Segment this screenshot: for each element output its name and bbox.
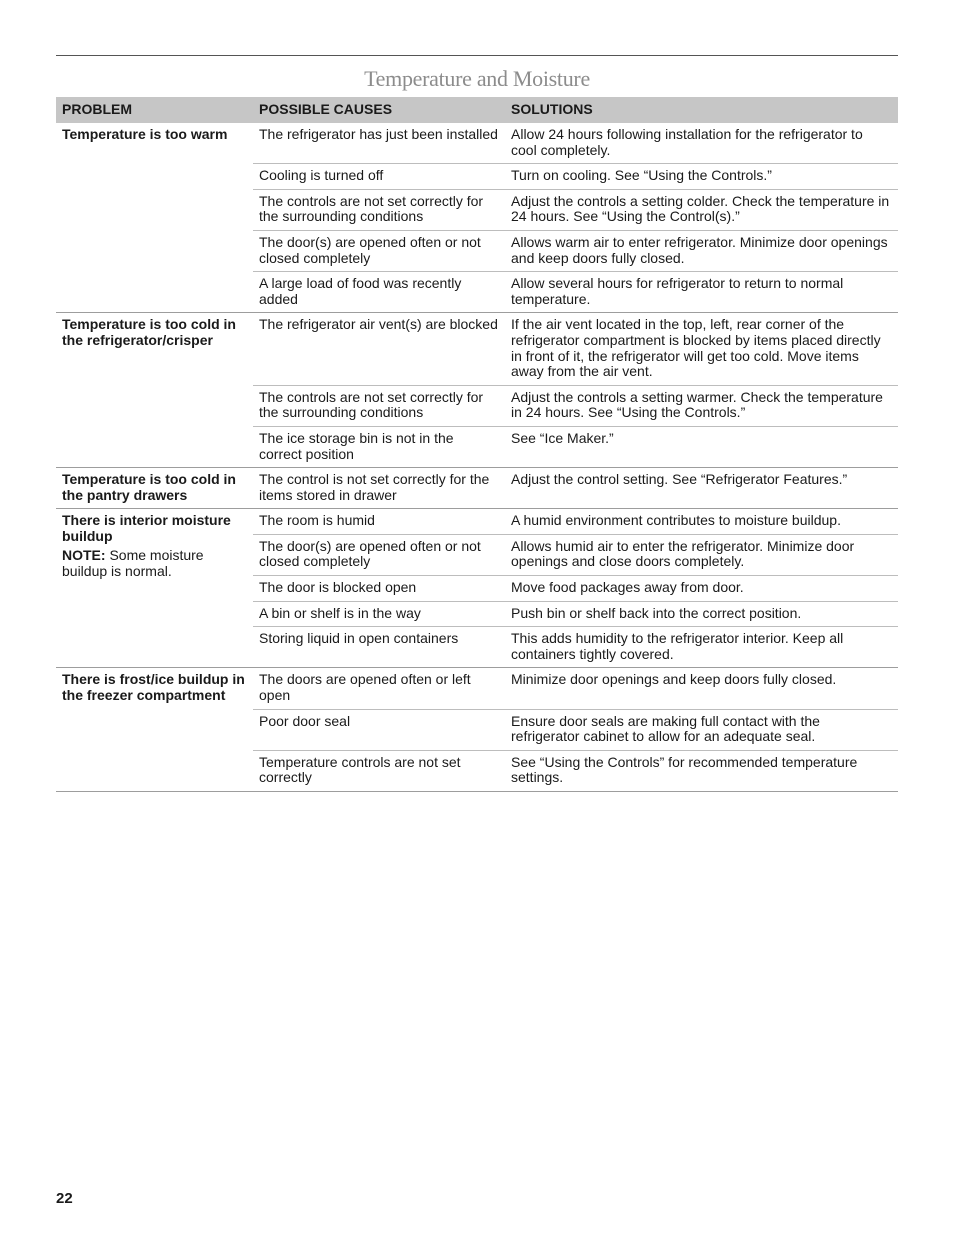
header-problem: PROBLEM xyxy=(56,97,253,123)
table-row xyxy=(56,509,898,535)
solution-cell: Ensure door seals are making full contact with the refrigerator cabinet to allow for an adequate seal. xyxy=(505,709,898,750)
header-solutions: SOLUTIONS xyxy=(505,97,898,123)
cause-cell: The door(s) are opened often or not closed completely xyxy=(253,230,505,271)
solution-cell: See “Using the Controls” for recommended temperature settings. xyxy=(505,750,898,791)
cause-cell: The ice storage bin is not in the correct position xyxy=(253,426,505,467)
note-text: Some moisture buildup is normal. xyxy=(62,547,204,580)
page-number: 22 xyxy=(56,1190,73,1207)
solution-cell: A humid environment contributes to moisture buildup. xyxy=(505,509,898,535)
solution-cell: Allow several hours for refrigerator to return to normal temperature. xyxy=(505,272,898,313)
cause-cell: The controls are not set correctly for the surrounding conditions xyxy=(253,189,505,230)
troubleshooting-table xyxy=(56,97,898,792)
cause-cell: The door(s) are opened often or not closed completely xyxy=(253,534,505,575)
section-title: Temperature and Moisture xyxy=(364,66,590,91)
note-label: NOTE: xyxy=(62,547,106,564)
solution-cell: Allows warm air to enter refrigerator. Minimize door openings and keep doors fully closed. xyxy=(505,230,898,271)
cause-cell: Cooling is turned off xyxy=(253,164,505,190)
solution-cell: Adjust the control setting. See “Refrigerator Features.” xyxy=(505,468,898,509)
table-header-row xyxy=(56,97,898,123)
solution-cell: Move food packages away from door. xyxy=(505,576,898,602)
solution-cell: Adjust the controls a setting warmer. Check the temperature in 24 hours. See “Using the Controls.” xyxy=(505,385,898,426)
cause-cell: A bin or shelf is in the way xyxy=(253,601,505,627)
problem-note xyxy=(62,548,247,579)
problem-cell xyxy=(56,468,253,509)
problem-text: Temperature is too cold in the refrigerator/crisper xyxy=(62,316,236,348)
solution-cell: Adjust the controls a setting colder. Check the temperature in 24 hours. See “Using the Control(s).” xyxy=(505,189,898,230)
header-possible-causes: POSSIBLE CAUSES xyxy=(253,97,505,123)
solution-cell: Push bin or shelf back into the correct position. xyxy=(505,601,898,627)
solution-cell: This adds humidity to the refrigerator interior. Keep all containers tightly covered. xyxy=(505,627,898,668)
problem-text: There is interior moisture buildup xyxy=(62,512,231,544)
problem-text: Temperature is too cold in the pantry drawers xyxy=(62,471,236,503)
table-row xyxy=(56,313,898,385)
table-row xyxy=(56,468,898,509)
solution-cell: Allow 24 hours following installation for the refrigerator to cool completely. xyxy=(505,123,898,164)
cause-cell: The room is humid xyxy=(253,509,505,535)
problem-text: Temperature is too warm xyxy=(62,126,228,142)
solution-cell: Minimize door openings and keep doors fully closed. xyxy=(505,668,898,709)
solution-cell: See “Ice Maker.” xyxy=(505,426,898,467)
problem-cell xyxy=(56,313,253,468)
table-row xyxy=(56,123,898,164)
cause-cell: The controls are not set correctly for the surrounding conditions xyxy=(253,385,505,426)
cause-cell: Temperature controls are not set correctly xyxy=(253,750,505,791)
top-rule xyxy=(56,55,898,56)
solution-cell: Turn on cooling. See “Using the Controls.” xyxy=(505,164,898,190)
solution-cell: Allows humid air to enter the refrigerator. Minimize door openings and close doors completely. xyxy=(505,534,898,575)
table-row xyxy=(56,668,898,709)
problem-text: There is frost/ice buildup in the freezer compartment xyxy=(62,671,245,704)
cause-cell: The door is blocked open xyxy=(253,576,505,602)
cause-cell: Storing liquid in open containers xyxy=(253,627,505,668)
cause-cell: The control is not set correctly for the items stored in drawer xyxy=(253,468,505,509)
cause-cell: A large load of food was recently added xyxy=(253,272,505,313)
solution-cell: If the air vent located in the top, left, rear corner of the refrigerator compartment is blocked by items placed directly in front of it, the refrigerator will get too cold. Move items away from the air vent. xyxy=(505,313,898,385)
cause-cell: The doors are opened often or left open xyxy=(253,668,505,709)
problem-cell xyxy=(56,668,253,792)
table-body xyxy=(56,123,898,792)
cause-cell: The refrigerator has just been installed xyxy=(253,123,505,164)
cause-cell: The refrigerator air vent(s) are blocked xyxy=(253,313,505,385)
problem-cell xyxy=(56,509,253,668)
problem-cell xyxy=(56,123,253,313)
cause-cell: Poor door seal xyxy=(253,709,505,750)
